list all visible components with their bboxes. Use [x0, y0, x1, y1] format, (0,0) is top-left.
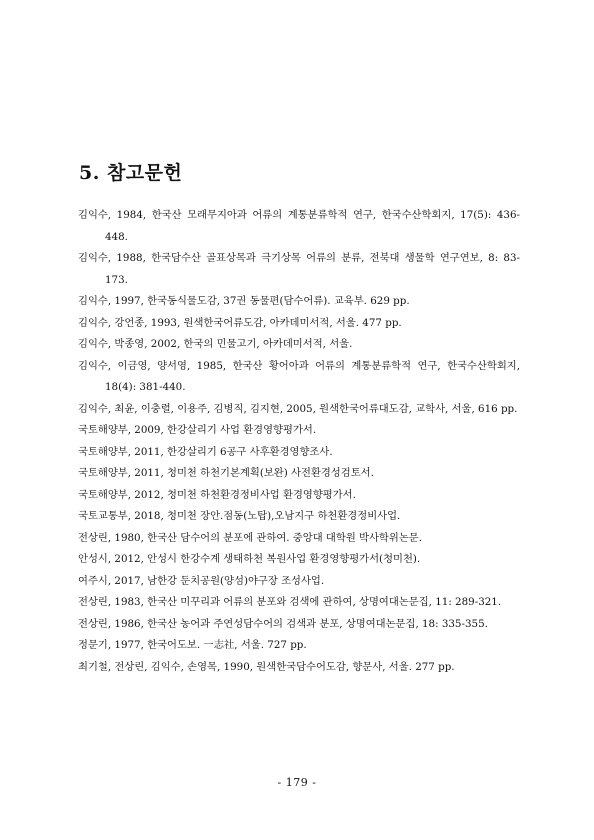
reference-item: 김익수, 1997, 한국동식물도감, 37권 동물편(담수어류). 교육부. 629 pp.	[78, 295, 410, 307]
reference-item: 전상린, 1980, 한국산 담수어의 분포에 관하여. 중앙대 대학원 박사학위논문.	[78, 531, 422, 544]
reference-list	[78, 205, 520, 678]
reference-item: 정문기, 1977, 한국어도보. 一志社, 서울. 727 pp.	[78, 639, 307, 651]
reference-item: 국토해양부, 2011, 청미천 하천기본계획(보완) 사전환경성검토서.	[78, 467, 374, 479]
reference-item: 김익수, 강언종, 1993, 원색한국어류도감, 아카데미서적, 서울. 477 pp.	[78, 316, 402, 329]
reference-item: 국토해양부, 2009, 한강살리기 사업 환경영향평가서.	[78, 424, 317, 436]
reference-item: 김익수, 박종영, 2002, 한국의 민물고기, 아카데미서적, 서울.	[78, 338, 353, 350]
reference-item: 국토해양부, 2012, 청미천 하천환경정비사업 환경영향평가서.	[78, 488, 356, 501]
section-heading: 5. 참고문헌	[79, 162, 183, 184]
reference-item: 김익수, 최윤, 이충렬, 이용주, 김병직, 김지현, 2005, 원색한국어류대도감, 교학사, 서울, 616 pp.	[78, 402, 518, 415]
reference-item: 김익수, 이금영, 양서영, 1985, 한국산 황어아과 어류의 계통분류학적 연구, 한국수산학회지, 18(4): 381-440.	[78, 359, 520, 393]
reference-item: 안성시, 2012, 안성시 한강수계 생태하천 복원사업 환경영향평가서(청미천).	[78, 553, 421, 565]
reference-item: 김익수, 1988, 한국담수산 골표상목과 극기상목 어류의 분류, 전북대 생물학 연구연보, 8: 83-173.	[78, 252, 520, 286]
reference-item: 전상린, 1986, 한국산 농어과 주연성담수어의 검색과 분포, 상명여대논문집, 18: 335-355.	[78, 617, 488, 630]
reference-item: 전상린, 1983, 한국산 미꾸리과 어류의 분포와 검색에 관하여, 상명여대논문집, 11: 289-321.	[78, 596, 502, 608]
page-number: - 179 -	[277, 776, 317, 789]
reference-item: 국토교통부, 2018, 청미천 장안.점동(노탑),오남지구 하천환경정비사업.	[78, 510, 401, 522]
reference-item: 국토해양부, 2011, 한강살리기 6공구 사후환경영향조사.	[78, 445, 333, 458]
reference-item: 여주시, 2017, 남한강 둔치공원(양섬)야구장 조성사업.	[78, 574, 325, 587]
reference-item: 김익수, 1984, 한국산 모래무지아과 어류의 계통분류학적 연구, 한국수산학회지, 17(5): 436-448.	[78, 209, 520, 243]
reference-item: 최기철, 전상린, 김익수, 손영목, 1990, 원색한국담수어도감, 향문사, 서울. 277 pp.	[78, 660, 455, 673]
